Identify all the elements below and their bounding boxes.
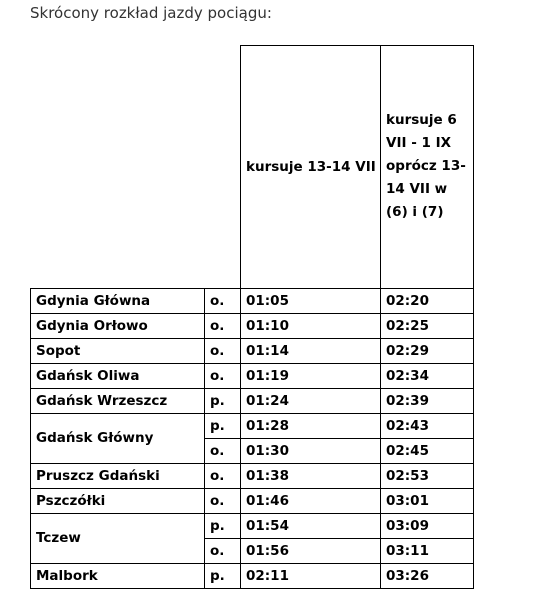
station-name: Gdańsk Główny	[31, 413, 205, 463]
header-blank	[31, 46, 241, 289]
header-row	[31, 46, 474, 289]
stop-type: o.	[205, 288, 241, 313]
station-name: Gdynia Orłowo	[31, 313, 205, 338]
time-col1: 01:19	[241, 363, 381, 388]
table-row	[31, 288, 474, 313]
time-col2: 02:43	[381, 413, 474, 438]
time-col1: 01:14	[241, 338, 381, 363]
table-row	[31, 513, 474, 538]
time-col2: 03:09	[381, 513, 474, 538]
time-col2: 02:20	[381, 288, 474, 313]
time-col1: 01:10	[241, 313, 381, 338]
column-header-6vii-1ix: kursuje 6 VII - 1 IX oprócz 13-14 VII w (6) i (7)	[381, 46, 474, 289]
time-col1: 01:05	[241, 288, 381, 313]
table-row	[31, 313, 474, 338]
stop-type: p.	[205, 513, 241, 538]
time-col1: 01:28	[241, 413, 381, 438]
table-row	[31, 563, 474, 588]
table-row	[31, 388, 474, 413]
page-title: Skrócony rozkład jazdy pociągu:	[30, 4, 272, 22]
time-col2: 03:26	[381, 563, 474, 588]
time-col1: 01:30	[241, 438, 381, 463]
time-col1: 01:56	[241, 538, 381, 563]
stop-type: o.	[205, 438, 241, 463]
time-col2: 03:01	[381, 488, 474, 513]
table-row	[31, 463, 474, 488]
time-col2: 03:11	[381, 538, 474, 563]
stop-type: o.	[205, 488, 241, 513]
station-name: Gdańsk Oliwa	[31, 363, 205, 388]
station-name: Gdynia Główna	[31, 288, 205, 313]
time-col1: 01:46	[241, 488, 381, 513]
stop-type: o.	[205, 463, 241, 488]
station-name: Malbork	[31, 563, 205, 588]
table-row	[31, 363, 474, 388]
time-col2: 02:29	[381, 338, 474, 363]
table-row	[31, 488, 474, 513]
station-name: Pruszcz Gdański	[31, 463, 205, 488]
station-name: Pszczółki	[31, 488, 205, 513]
table-row	[31, 413, 474, 438]
time-col1: 01:38	[241, 463, 381, 488]
column-header-13-14-vii: kursuje 13-14 VII	[241, 46, 381, 289]
time-col2: 02:39	[381, 388, 474, 413]
stop-type: p.	[205, 413, 241, 438]
station-name: Tczew	[31, 513, 205, 563]
time-col1: 02:11	[241, 563, 381, 588]
stop-type: p.	[205, 563, 241, 588]
stop-type: o.	[205, 538, 241, 563]
time-col2: 02:34	[381, 363, 474, 388]
time-col2: 02:25	[381, 313, 474, 338]
time-col1: 01:24	[241, 388, 381, 413]
stop-type: o.	[205, 363, 241, 388]
stop-type: p.	[205, 388, 241, 413]
timetable	[30, 45, 474, 589]
station-name: Gdańsk Wrzeszcz	[31, 388, 205, 413]
time-col2: 02:53	[381, 463, 474, 488]
time-col2: 02:45	[381, 438, 474, 463]
stop-type: o.	[205, 338, 241, 363]
time-col1: 01:54	[241, 513, 381, 538]
table-row	[31, 338, 474, 363]
station-name: Sopot	[31, 338, 205, 363]
stop-type: o.	[205, 313, 241, 338]
